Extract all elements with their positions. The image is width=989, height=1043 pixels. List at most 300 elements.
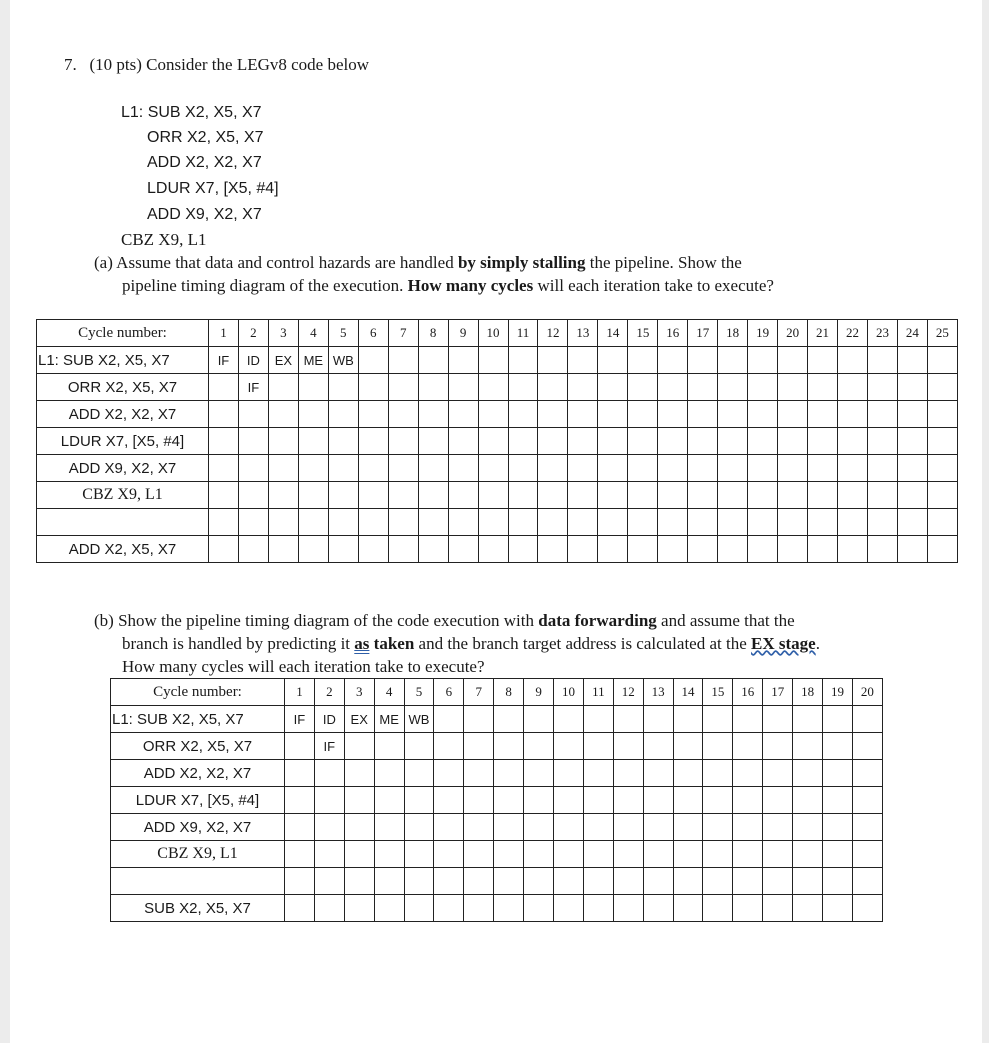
table-a-stage-cell[interactable] — [568, 347, 598, 374]
table-b-stage-cell[interactable] — [613, 706, 643, 733]
table-b-stage-cell[interactable] — [852, 868, 882, 895]
table-a-stage-cell[interactable] — [209, 401, 239, 428]
table-b-stage-cell[interactable]: IF — [314, 733, 344, 760]
table-b-stage-cell[interactable] — [852, 841, 882, 868]
table-b-stage-cell[interactable] — [763, 733, 793, 760]
table-a-stage-cell[interactable] — [268, 455, 298, 482]
table-b-stage-cell[interactable] — [673, 814, 703, 841]
table-b-stage-cell[interactable] — [434, 868, 464, 895]
table-b-stage-cell[interactable] — [613, 868, 643, 895]
table-a-stage-cell[interactable] — [688, 455, 718, 482]
table-b-stage-cell[interactable] — [763, 868, 793, 895]
table-b-stage-cell[interactable] — [643, 706, 673, 733]
table-a-stage-cell[interactable] — [808, 374, 838, 401]
table-a-stage-cell[interactable] — [448, 455, 478, 482]
table-a-stage-cell[interactable] — [838, 374, 868, 401]
table-a-stage-cell[interactable] — [358, 401, 388, 428]
table-a-stage-cell[interactable] — [478, 536, 508, 563]
table-b-stage-cell[interactable]: IF — [285, 706, 315, 733]
table-a-stage-cell[interactable] — [298, 509, 328, 536]
table-b-stage-cell[interactable] — [494, 706, 524, 733]
table-a-stage-cell[interactable] — [598, 509, 628, 536]
table-b-stage-cell[interactable] — [285, 814, 315, 841]
table-b-stage-cell[interactable] — [554, 868, 584, 895]
table-a-stage-cell[interactable] — [388, 482, 418, 509]
table-b-stage-cell[interactable] — [793, 814, 823, 841]
table-b-stage-cell[interactable] — [763, 814, 793, 841]
table-b-stage-cell[interactable] — [852, 787, 882, 814]
table-b-stage-cell[interactable] — [344, 787, 374, 814]
table-a-stage-cell[interactable] — [867, 428, 897, 455]
table-a-stage-cell[interactable] — [628, 482, 658, 509]
table-a-stage-cell[interactable] — [268, 482, 298, 509]
table-a-stage-cell[interactable] — [838, 536, 868, 563]
table-b-stage-cell[interactable] — [703, 895, 733, 922]
table-a-stage-cell[interactable] — [718, 428, 748, 455]
table-a-stage-cell[interactable] — [897, 509, 927, 536]
table-a-stage-cell[interactable] — [508, 536, 538, 563]
table-b-stage-cell[interactable] — [703, 760, 733, 787]
table-a-stage-cell[interactable] — [897, 482, 927, 509]
table-b-stage-cell[interactable] — [733, 733, 763, 760]
table-a-stage-cell[interactable] — [238, 401, 268, 428]
table-b-stage-cell[interactable] — [613, 733, 643, 760]
table-b-stage-cell[interactable] — [733, 760, 763, 787]
table-b-stage-cell[interactable] — [464, 706, 494, 733]
table-a-stage-cell[interactable] — [867, 374, 897, 401]
table-b-stage-cell[interactable] — [793, 733, 823, 760]
table-b-stage-cell[interactable] — [673, 787, 703, 814]
table-a-stage-cell[interactable] — [628, 401, 658, 428]
table-a-stage-cell[interactable] — [418, 536, 448, 563]
table-a-stage-cell[interactable] — [718, 509, 748, 536]
table-a-stage-cell[interactable] — [658, 347, 688, 374]
table-a-stage-cell[interactable] — [268, 428, 298, 455]
table-b-stage-cell[interactable] — [554, 787, 584, 814]
table-a-stage-cell[interactable] — [209, 509, 239, 536]
table-b-stage-cell[interactable]: ME — [374, 706, 404, 733]
table-b-stage-cell[interactable] — [673, 706, 703, 733]
table-b-stage-cell[interactable]: EX — [344, 706, 374, 733]
table-a-stage-cell[interactable] — [688, 374, 718, 401]
table-a-stage-cell[interactable] — [418, 374, 448, 401]
table-a-stage-cell[interactable] — [718, 536, 748, 563]
table-b-stage-cell[interactable] — [285, 760, 315, 787]
table-a-stage-cell[interactable] — [748, 401, 778, 428]
table-b-stage-cell[interactable] — [673, 733, 703, 760]
table-b-stage-cell[interactable] — [554, 733, 584, 760]
table-b-stage-cell[interactable] — [763, 706, 793, 733]
table-a-stage-cell[interactable] — [748, 455, 778, 482]
table-a-stage-cell[interactable] — [897, 455, 927, 482]
table-a-stage-cell[interactable] — [927, 536, 957, 563]
table-b-stage-cell[interactable] — [434, 841, 464, 868]
table-b-stage-cell[interactable] — [823, 787, 853, 814]
table-a-stage-cell[interactable]: EX — [268, 347, 298, 374]
table-a-stage-cell[interactable] — [897, 536, 927, 563]
table-a-stage-cell[interactable] — [867, 536, 897, 563]
table-a-stage-cell[interactable] — [808, 428, 838, 455]
table-a-stage-cell[interactable] — [748, 374, 778, 401]
table-a-stage-cell[interactable] — [598, 374, 628, 401]
table-b-stage-cell[interactable] — [643, 868, 673, 895]
table-a-stage-cell[interactable] — [418, 401, 448, 428]
table-a-stage-cell[interactable] — [508, 374, 538, 401]
table-a-stage-cell[interactable] — [508, 482, 538, 509]
table-a-stage-cell[interactable]: IF — [238, 374, 268, 401]
table-b-stage-cell[interactable] — [852, 760, 882, 787]
table-b-stage-cell[interactable] — [434, 814, 464, 841]
table-b-stage-cell[interactable] — [524, 895, 554, 922]
table-a-stage-cell[interactable] — [748, 428, 778, 455]
table-a-stage-cell[interactable] — [688, 428, 718, 455]
table-b-stage-cell[interactable] — [733, 787, 763, 814]
table-a-stage-cell[interactable] — [628, 536, 658, 563]
table-a-stage-cell[interactable] — [688, 509, 718, 536]
table-a-stage-cell[interactable] — [658, 536, 688, 563]
table-a-stage-cell[interactable] — [808, 455, 838, 482]
table-b-stage-cell[interactable] — [285, 733, 315, 760]
table-a-stage-cell[interactable] — [388, 347, 418, 374]
table-a-stage-cell[interactable] — [598, 347, 628, 374]
table-b-stage-cell[interactable] — [673, 841, 703, 868]
table-a-stage-cell[interactable] — [388, 428, 418, 455]
table-b-stage-cell[interactable] — [314, 814, 344, 841]
table-a-stage-cell[interactable]: ME — [298, 347, 328, 374]
table-a-stage-cell[interactable] — [538, 455, 568, 482]
table-a-stage-cell[interactable] — [209, 455, 239, 482]
table-b-stage-cell[interactable] — [494, 760, 524, 787]
table-a-stage-cell[interactable] — [268, 374, 298, 401]
table-b-stage-cell[interactable] — [703, 787, 733, 814]
table-a-stage-cell[interactable] — [598, 482, 628, 509]
table-a-stage-cell[interactable] — [358, 455, 388, 482]
table-b-stage-cell[interactable] — [852, 706, 882, 733]
table-b-stage-cell[interactable] — [314, 868, 344, 895]
table-a-stage-cell[interactable]: ID — [238, 347, 268, 374]
table-a-stage-cell[interactable] — [838, 428, 868, 455]
table-a-stage-cell[interactable] — [388, 536, 418, 563]
table-b-stage-cell[interactable] — [823, 841, 853, 868]
table-a-stage-cell[interactable] — [568, 401, 598, 428]
table-b-stage-cell[interactable] — [344, 841, 374, 868]
table-b-stage-cell[interactable] — [763, 760, 793, 787]
table-b-stage-cell[interactable] — [464, 868, 494, 895]
table-a-stage-cell[interactable] — [418, 509, 448, 536]
table-a-stage-cell[interactable] — [358, 428, 388, 455]
table-a-stage-cell[interactable] — [778, 374, 808, 401]
table-b-stage-cell[interactable] — [314, 895, 344, 922]
table-b-stage-cell[interactable] — [494, 868, 524, 895]
table-b-stage-cell[interactable] — [404, 733, 434, 760]
table-b-stage-cell[interactable] — [733, 706, 763, 733]
table-b-stage-cell[interactable] — [374, 895, 404, 922]
table-a-stage-cell[interactable] — [298, 401, 328, 428]
table-b-stage-cell[interactable] — [524, 787, 554, 814]
table-a-stage-cell[interactable] — [268, 509, 298, 536]
table-b-stage-cell[interactable] — [344, 733, 374, 760]
table-b-stage-cell[interactable] — [374, 787, 404, 814]
table-b-stage-cell[interactable]: WB — [404, 706, 434, 733]
table-a-stage-cell[interactable] — [568, 509, 598, 536]
table-a-stage-cell[interactable] — [748, 482, 778, 509]
table-b-stage-cell[interactable] — [703, 868, 733, 895]
table-b-stage-cell[interactable] — [613, 787, 643, 814]
table-a-stage-cell[interactable] — [478, 401, 508, 428]
table-a-stage-cell[interactable] — [897, 374, 927, 401]
table-a-stage-cell[interactable] — [748, 509, 778, 536]
table-a-stage-cell[interactable] — [388, 455, 418, 482]
table-b-stage-cell[interactable] — [583, 706, 613, 733]
table-a-stage-cell[interactable] — [508, 347, 538, 374]
table-b-stage-cell[interactable] — [583, 895, 613, 922]
table-b-stage-cell[interactable] — [733, 814, 763, 841]
table-b-stage-cell[interactable] — [823, 868, 853, 895]
table-a-stage-cell[interactable] — [838, 347, 868, 374]
table-a-stage-cell[interactable] — [897, 428, 927, 455]
table-b-stage-cell[interactable] — [643, 814, 673, 841]
table-b-stage-cell[interactable] — [643, 841, 673, 868]
table-a-stage-cell[interactable] — [478, 347, 508, 374]
table-b-stage-cell[interactable] — [374, 814, 404, 841]
table-a-stage-cell[interactable] — [598, 536, 628, 563]
table-b-stage-cell[interactable] — [524, 733, 554, 760]
table-b-stage-cell[interactable] — [643, 787, 673, 814]
table-a-stage-cell[interactable] — [538, 428, 568, 455]
table-a-stage-cell[interactable] — [538, 374, 568, 401]
table-a-stage-cell[interactable] — [358, 347, 388, 374]
table-a-stage-cell[interactable] — [238, 482, 268, 509]
table-a-stage-cell[interactable] — [628, 455, 658, 482]
table-a-stage-cell[interactable] — [418, 482, 448, 509]
table-a-stage-cell[interactable] — [448, 482, 478, 509]
table-a-stage-cell[interactable] — [298, 455, 328, 482]
table-b-stage-cell[interactable]: ID — [314, 706, 344, 733]
table-a-stage-cell[interactable] — [778, 509, 808, 536]
table-b-stage-cell[interactable] — [583, 841, 613, 868]
table-b-stage-cell[interactable] — [733, 868, 763, 895]
table-a-stage-cell[interactable] — [778, 347, 808, 374]
table-a-stage-cell[interactable] — [658, 509, 688, 536]
table-b-stage-cell[interactable] — [374, 760, 404, 787]
table-a-stage-cell[interactable] — [658, 455, 688, 482]
table-b-stage-cell[interactable] — [524, 706, 554, 733]
table-a-stage-cell[interactable] — [718, 482, 748, 509]
table-b-stage-cell[interactable] — [613, 841, 643, 868]
table-b-stage-cell[interactable] — [374, 733, 404, 760]
table-b-stage-cell[interactable] — [464, 787, 494, 814]
table-a-stage-cell[interactable] — [748, 347, 778, 374]
table-b-stage-cell[interactable] — [613, 760, 643, 787]
table-a-stage-cell[interactable] — [778, 428, 808, 455]
table-a-stage-cell[interactable] — [448, 401, 478, 428]
table-b-stage-cell[interactable] — [613, 895, 643, 922]
table-b-stage-cell[interactable] — [583, 760, 613, 787]
table-a-stage-cell[interactable] — [328, 428, 358, 455]
table-a-stage-cell[interactable] — [418, 455, 448, 482]
table-a-stage-cell[interactable] — [927, 509, 957, 536]
table-a-stage-cell[interactable] — [598, 455, 628, 482]
table-b-stage-cell[interactable] — [673, 895, 703, 922]
table-a-stage-cell[interactable]: IF — [209, 347, 239, 374]
table-b-stage-cell[interactable] — [554, 841, 584, 868]
table-a-stage-cell[interactable] — [328, 374, 358, 401]
table-a-stage-cell[interactable] — [448, 509, 478, 536]
table-a-stage-cell[interactable] — [658, 428, 688, 455]
table-a-stage-cell[interactable] — [508, 401, 538, 428]
table-a-stage-cell[interactable] — [688, 482, 718, 509]
table-b-stage-cell[interactable] — [823, 895, 853, 922]
table-b-stage-cell[interactable] — [823, 706, 853, 733]
table-b-stage-cell[interactable] — [583, 868, 613, 895]
table-b-stage-cell[interactable] — [434, 787, 464, 814]
table-a-stage-cell[interactable] — [658, 482, 688, 509]
table-a-stage-cell[interactable] — [927, 401, 957, 428]
table-a-stage-cell[interactable] — [658, 374, 688, 401]
table-a-stage-cell[interactable] — [808, 536, 838, 563]
table-a-stage-cell[interactable] — [328, 509, 358, 536]
table-a-stage-cell[interactable] — [897, 347, 927, 374]
table-b-stage-cell[interactable] — [583, 814, 613, 841]
table-a-stage-cell[interactable] — [268, 536, 298, 563]
table-b-stage-cell[interactable] — [464, 895, 494, 922]
table-b-stage-cell[interactable] — [314, 760, 344, 787]
table-a-stage-cell[interactable]: WB — [328, 347, 358, 374]
table-a-stage-cell[interactable] — [418, 428, 448, 455]
table-b-stage-cell[interactable] — [852, 733, 882, 760]
table-b-stage-cell[interactable] — [404, 814, 434, 841]
table-b-stage-cell[interactable] — [613, 814, 643, 841]
table-b-stage-cell[interactable] — [793, 895, 823, 922]
table-a-stage-cell[interactable] — [568, 428, 598, 455]
table-b-stage-cell[interactable] — [344, 760, 374, 787]
table-a-stage-cell[interactable] — [718, 455, 748, 482]
table-a-stage-cell[interactable] — [838, 509, 868, 536]
table-a-stage-cell[interactable] — [298, 374, 328, 401]
table-a-stage-cell[interactable] — [538, 536, 568, 563]
table-b-stage-cell[interactable] — [374, 868, 404, 895]
table-a-stage-cell[interactable] — [298, 428, 328, 455]
table-b-stage-cell[interactable] — [404, 760, 434, 787]
table-a-stage-cell[interactable] — [478, 428, 508, 455]
table-b-stage-cell[interactable] — [524, 814, 554, 841]
table-a-stage-cell[interactable] — [538, 347, 568, 374]
table-b-stage-cell[interactable] — [404, 841, 434, 868]
table-b-stage-cell[interactable] — [285, 841, 315, 868]
table-b-stage-cell[interactable] — [434, 706, 464, 733]
table-a-stage-cell[interactable] — [688, 347, 718, 374]
table-a-stage-cell[interactable] — [209, 482, 239, 509]
table-b-stage-cell[interactable] — [285, 868, 315, 895]
table-a-stage-cell[interactable] — [778, 536, 808, 563]
table-a-stage-cell[interactable] — [867, 509, 897, 536]
table-a-stage-cell[interactable] — [598, 401, 628, 428]
table-b-stage-cell[interactable] — [494, 733, 524, 760]
table-a-stage-cell[interactable] — [808, 482, 838, 509]
table-b-stage-cell[interactable] — [524, 868, 554, 895]
table-a-stage-cell[interactable] — [538, 509, 568, 536]
table-a-stage-cell[interactable] — [448, 536, 478, 563]
table-a-stage-cell[interactable] — [927, 347, 957, 374]
table-a-stage-cell[interactable] — [478, 509, 508, 536]
table-a-stage-cell[interactable] — [718, 374, 748, 401]
table-a-stage-cell[interactable] — [628, 347, 658, 374]
table-b-stage-cell[interactable] — [823, 814, 853, 841]
table-a-stage-cell[interactable] — [358, 374, 388, 401]
table-b-stage-cell[interactable] — [643, 895, 673, 922]
table-a-stage-cell[interactable] — [478, 374, 508, 401]
table-a-stage-cell[interactable] — [538, 482, 568, 509]
table-b-stage-cell[interactable] — [524, 841, 554, 868]
table-b-stage-cell[interactable] — [464, 760, 494, 787]
table-a-stage-cell[interactable] — [388, 401, 418, 428]
table-a-stage-cell[interactable] — [808, 401, 838, 428]
table-a-stage-cell[interactable] — [658, 401, 688, 428]
table-a-stage-cell[interactable] — [448, 428, 478, 455]
table-a-stage-cell[interactable] — [328, 536, 358, 563]
table-a-stage-cell[interactable] — [478, 482, 508, 509]
table-b-stage-cell[interactable] — [494, 787, 524, 814]
table-b-stage-cell[interactable] — [404, 895, 434, 922]
table-a-stage-cell[interactable] — [238, 509, 268, 536]
table-a-stage-cell[interactable] — [867, 401, 897, 428]
table-a-stage-cell[interactable] — [838, 455, 868, 482]
table-b-stage-cell[interactable] — [524, 760, 554, 787]
table-b-stage-cell[interactable] — [374, 841, 404, 868]
table-a-stage-cell[interactable] — [808, 347, 838, 374]
table-b-stage-cell[interactable] — [793, 706, 823, 733]
table-a-stage-cell[interactable] — [568, 482, 598, 509]
table-b-stage-cell[interactable] — [703, 841, 733, 868]
table-a-stage-cell[interactable] — [778, 482, 808, 509]
table-a-stage-cell[interactable] — [867, 455, 897, 482]
table-a-stage-cell[interactable] — [418, 347, 448, 374]
table-b-stage-cell[interactable] — [344, 895, 374, 922]
table-a-stage-cell[interactable] — [238, 455, 268, 482]
table-a-stage-cell[interactable] — [328, 482, 358, 509]
table-a-stage-cell[interactable] — [478, 455, 508, 482]
table-b-stage-cell[interactable] — [763, 841, 793, 868]
table-a-stage-cell[interactable] — [897, 401, 927, 428]
table-b-stage-cell[interactable] — [434, 895, 464, 922]
table-a-stage-cell[interactable] — [209, 428, 239, 455]
table-a-stage-cell[interactable] — [808, 509, 838, 536]
table-a-stage-cell[interactable] — [718, 401, 748, 428]
table-b-stage-cell[interactable] — [763, 895, 793, 922]
table-b-stage-cell[interactable] — [643, 733, 673, 760]
table-b-stage-cell[interactable] — [494, 841, 524, 868]
table-b-stage-cell[interactable] — [583, 733, 613, 760]
table-a-stage-cell[interactable] — [358, 482, 388, 509]
table-a-stage-cell[interactable] — [328, 401, 358, 428]
table-b-stage-cell[interactable] — [583, 787, 613, 814]
table-b-stage-cell[interactable] — [793, 841, 823, 868]
table-a-stage-cell[interactable] — [867, 482, 897, 509]
table-b-stage-cell[interactable] — [793, 787, 823, 814]
table-a-stage-cell[interactable] — [268, 401, 298, 428]
table-a-stage-cell[interactable] — [538, 401, 568, 428]
table-b-stage-cell[interactable] — [494, 895, 524, 922]
table-b-stage-cell[interactable] — [763, 787, 793, 814]
table-a-stage-cell[interactable] — [838, 401, 868, 428]
table-b-stage-cell[interactable] — [404, 868, 434, 895]
table-a-stage-cell[interactable] — [448, 347, 478, 374]
table-b-stage-cell[interactable] — [823, 733, 853, 760]
table-a-stage-cell[interactable] — [508, 428, 538, 455]
table-b-stage-cell[interactable] — [494, 814, 524, 841]
table-a-stage-cell[interactable] — [448, 374, 478, 401]
table-a-stage-cell[interactable] — [209, 374, 239, 401]
